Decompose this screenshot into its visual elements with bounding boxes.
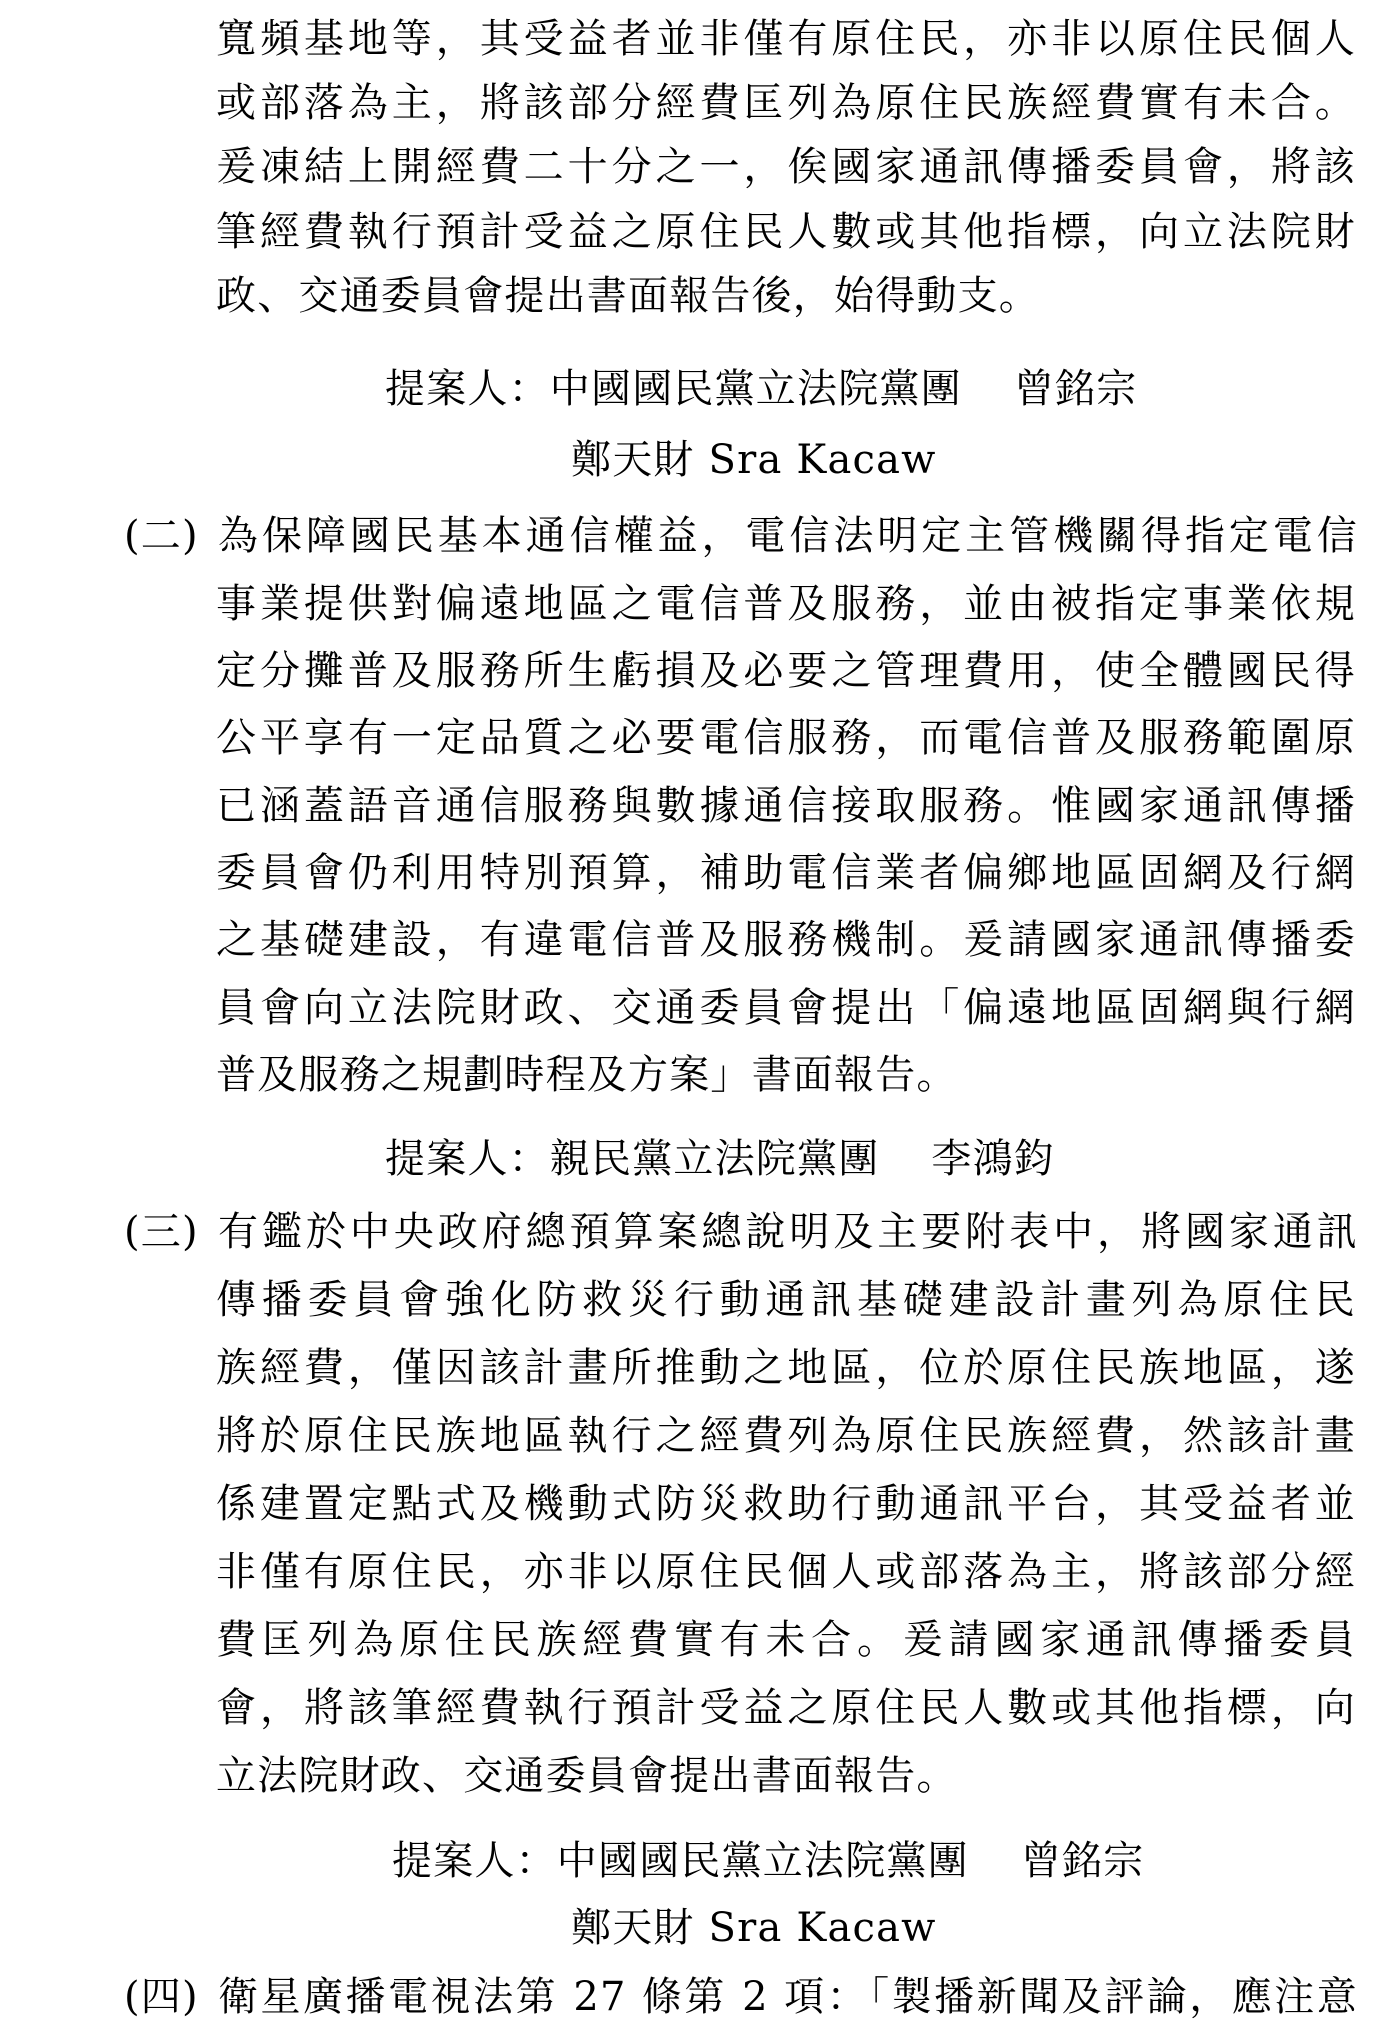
paragraph-line: 會，將該筆經費執行預計受益之原住民人數或其他指標，向 <box>216 1685 1356 1731</box>
proposer-label: 提案人：中國國民黨立法院黨團 <box>392 1838 969 1884</box>
paragraph-line: 委員會仍利用特別預算，補助電信業者偏鄉地區固網及行網 <box>216 850 1356 896</box>
paragraph-line: 之基礎建設，有違電信普及服務機制。爰請國家通訊傳播委 <box>216 917 1356 963</box>
paragraph-line: 普及服務之規劃時程及方案」書面報告。 <box>216 1052 958 1098</box>
item-3-first-line <box>124 1198 1358 1266</box>
paragraph-line: 族經費，僅因該計畫所推動之地區，位於原住民族地區，遂 <box>216 1345 1356 1391</box>
paragraph-line: 將於原住民族地區執行之經費列為原住民族經費，然該計畫 <box>216 1413 1356 1459</box>
paragraph-line: 公平享有一定品質之必要電信服務，而電信普及服務範圍原 <box>216 715 1356 761</box>
paragraph-line: 事業提供對偏遠地區之電信普及服務，並由被指定事業依規 <box>216 581 1356 627</box>
item-marker: (二) <box>124 513 199 559</box>
paragraph-line: 定分攤普及服務所生虧損及必要之管理費用，使全體國民得 <box>216 648 1356 694</box>
paragraph-line: 或部落為主，將該部分經費匡列為原住民族經費實有未合。 <box>216 80 1356 126</box>
paragraph-line: 傳播委員會強化防救災行動通訊基礎建設計畫列為原住民 <box>216 1277 1356 1323</box>
paragraph-line: 政、交通委員會提出書面報告後，始得動支。 <box>216 273 1040 319</box>
proposer-line <box>392 1827 1144 1895</box>
paragraph-line: 員會向立法院財政、交通委員會提出「偏遠地區固網與行網 <box>216 985 1356 1031</box>
paragraph-line: 立法院財政、交通委員會提出書面報告。 <box>216 1753 958 1799</box>
proposer-name: 曾銘宗 <box>1013 366 1138 412</box>
proposer-label: 提案人：親民黨立法院黨團 <box>385 1136 880 1182</box>
cosigner-line: 鄭天財 Sra Kacaw <box>571 437 937 483</box>
paragraph-line: 費匡列為原住民族經費實有未合。爰請國家通訊傳播委員 <box>216 1617 1356 1663</box>
paragraph-line: 衛星廣播電視法第 27 條第 2 項：「製播新聞及評論，應注意 <box>218 1974 1358 2020</box>
paragraph-line: 非僅有原住民，亦非以原住民個人或部落為主，將該部分經 <box>216 1549 1356 1595</box>
cosigner-line: 鄭天財 Sra Kacaw <box>571 1905 937 1951</box>
item-2-first-line <box>124 502 1358 570</box>
proposer-label: 提案人：中國國民黨立法院黨團 <box>385 366 962 412</box>
item-4-first-line <box>124 1963 1358 2031</box>
proposer-line <box>385 1125 1055 1193</box>
paragraph-line: 寬頻基地等，其受益者並非僅有原住民，亦非以原住民個人 <box>216 16 1356 62</box>
paragraph-line: 已涵蓋語音通信服務與數據通信接取服務。惟國家通訊傳播 <box>216 783 1356 829</box>
paragraph-line: 筆經費執行預計受益之原住民人數或其他指標，向立法院財 <box>216 209 1356 255</box>
proposer-name: 李鴻鈞 <box>931 1136 1056 1182</box>
paragraph-line: 係建置定點式及機動式防災救助行動通訊平台，其受益者並 <box>216 1481 1356 1527</box>
item-marker: (四) <box>124 1974 199 2020</box>
paragraph-line: 有鑑於中央政府總預算案總說明及主要附表中，將國家通訊 <box>218 1209 1358 1255</box>
paragraph-line: 爰凍結上開經費二十分之一，俟國家通訊傳播委員會，將該 <box>216 144 1356 190</box>
item-marker: (三) <box>124 1209 199 1255</box>
proposer-line <box>385 355 1137 423</box>
proposer-name: 曾銘宗 <box>1020 1838 1145 1884</box>
paragraph-line: 為保障國民基本通信權益，電信法明定主管機關得指定電信 <box>218 513 1358 559</box>
